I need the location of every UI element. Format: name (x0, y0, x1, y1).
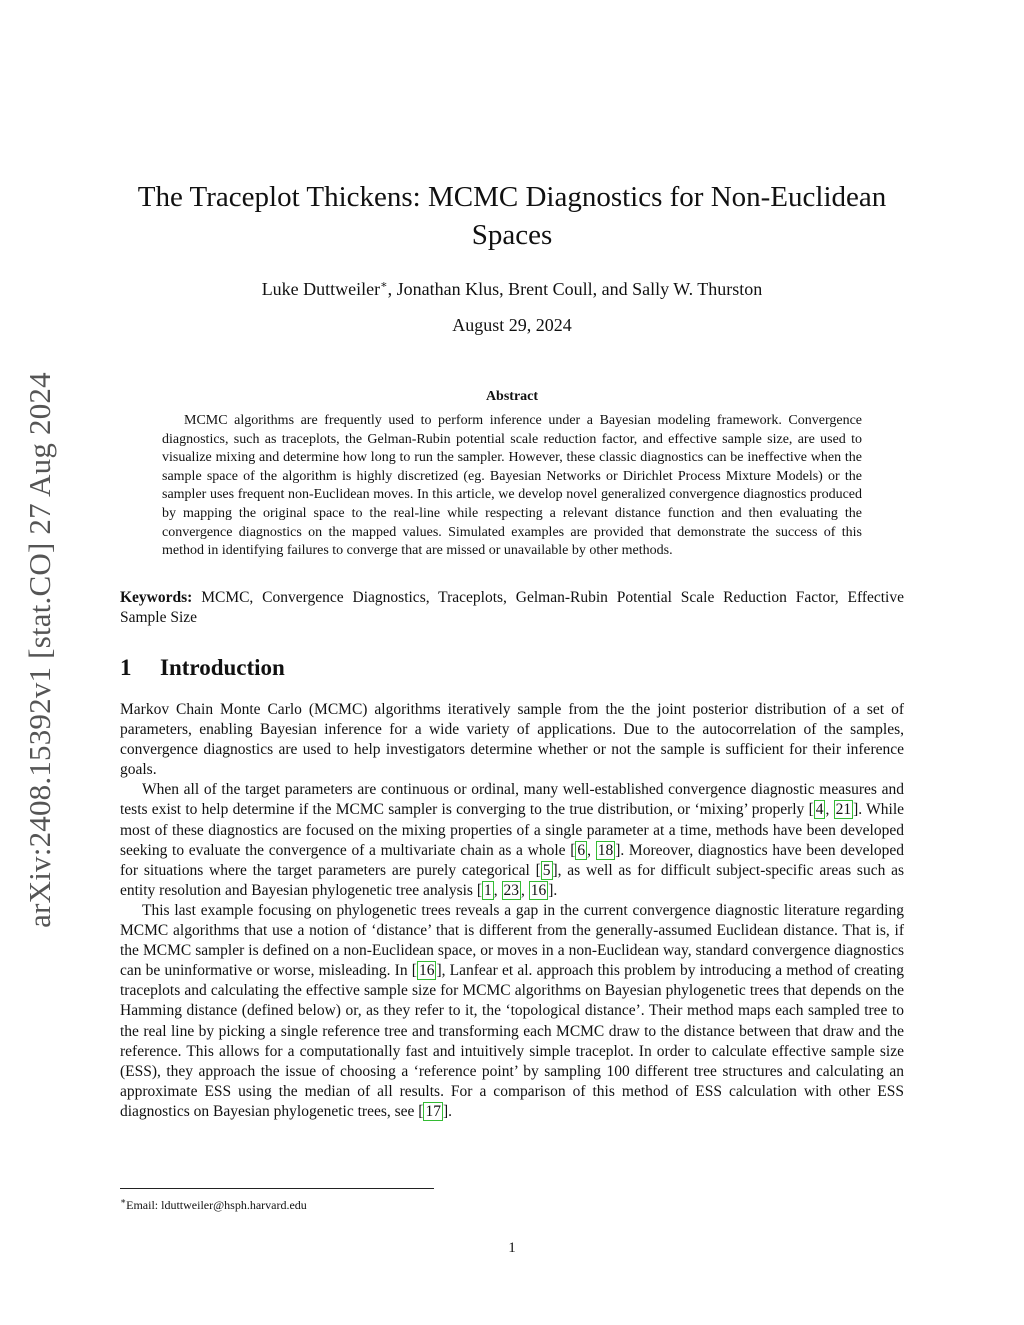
citation-link[interactable]: 5 (542, 861, 551, 879)
arxiv-identifier-stamp (0, 335, 80, 965)
citation-link[interactable]: 1 (484, 881, 492, 899)
section-number: 1 (120, 655, 132, 680)
citation-link[interactable]: 16 (418, 962, 435, 980)
text-run: , (587, 841, 596, 859)
publication-date: August 29, 2024 (452, 315, 572, 335)
text-run: When all of the target parameters are continuous or ordinal, many well-established convergence diagnostic measures and tests exist to help determine if the MCMC sampler is converging to the true distribution, or ‘mixing’ properly [ (120, 781, 904, 819)
paragraph-2 (120, 780, 904, 901)
keywords-label: Keywords: (120, 589, 193, 606)
paper-title: The Traceplot Thickens: MCMC Diagnostics for Non-Euclidean Spaces (137, 181, 887, 251)
first-author: Luke Duttweiler (261, 279, 381, 299)
abstract-text: MCMC algorithms are frequently used to perform inference under a Bayesian modeling framework. Convergence diagnostics, such as traceplots, the Gelman-Rubin potential scale reduction factor, and effective sample size, are used to visualize mixing and determine how long to run the sampler. However, these classic diagnostics can be ineffective when the sample space of the algorithm is highly discretized (eg. Bayesian Networks or Dirichlet Process Mixture Models) or the sampler uses frequent non-Euclidean moves. In this article, we develop novel generalized convergence diagnostics produced by mapping the original space to the real-line while respecting a relevant distance function and then evaluating the convergence diagnostics on the mapped values. Simulated examples are provided that demonstrate the success of this method in identifying failures to converge that are missed or unavailable by other methods. (162, 413, 862, 559)
keywords (120, 588, 904, 628)
abstract-heading: Abstract (485, 389, 539, 404)
text-run: , (825, 801, 834, 819)
introduction-body (120, 700, 904, 1122)
text-run: ]. (548, 881, 558, 899)
arxiv-identifier-text: arXiv:2408.15392v1 [stat.CO] 27 Aug 2024 (22, 372, 58, 928)
footnote-email: Email: lduttweiler@hsph.harvard.edu (126, 1198, 307, 1212)
page-number: 1 (508, 1240, 516, 1256)
citation-link[interactable]: 4 (815, 801, 824, 819)
citation-link[interactable]: 6 (577, 841, 586, 859)
section-heading-introduction (120, 655, 285, 681)
text-run: ], as well as for difficult subject-specific areas such as entity resolution and Bayesian phylogenetic tree analysis [ (120, 861, 904, 899)
citation-link[interactable]: 23 (503, 881, 519, 899)
paragraph-1: Markov Chain Monte Carlo (MCMC) algorithms iteratively sample from the the joint posterior distribution of a set of parameters, enabling Bayesian inference for a wide variety of applications. Due to the autocorrelation of the samples, convergence diagnostics are used to help investigators determine whether or not the sample is sufficient for their inference goals. (120, 701, 904, 779)
author-list (120, 272, 904, 302)
citation-link[interactable]: 16 (530, 881, 547, 899)
footnote-marker: ∗ (380, 279, 388, 291)
citation-link[interactable]: 21 (835, 801, 852, 819)
text-run: ]. (442, 1102, 453, 1120)
paragraph-3 (120, 901, 904, 1122)
other-authors: , Jonathan Klus, Brent Coull, and Sally W. Thurston (387, 279, 763, 299)
footnote (120, 1193, 307, 1213)
footnote-mark: ∗ (120, 1196, 127, 1206)
text-run: This last example focusing on phylogenetic trees reveals a gap in the current convergence diagnostic literature regarding MCMC algorithms that use a notion of ‘distance’ that is different from the generally-assumed Euclidean distance. That is, if the MCMC sampler is defined on a non-Euclidean space, or moves in a non-Euclidean way, standard convergence diagnostics can be uninformative or worse, misleading. In [ (120, 901, 904, 980)
keywords-text: MCMC, Convergence Diagnostics, Traceplots, Gelman-Rubin Potential Scale Reduction Factor, Effective Sample Size (120, 589, 904, 626)
text-run: , (521, 881, 529, 899)
citation-link[interactable]: 17 (425, 1102, 441, 1120)
text-run: ]. Moreover, diagnostics have been developed for situations where the target parameters are purely categorical [ (120, 841, 904, 879)
citation-link[interactable]: 18 (597, 841, 614, 859)
section-title: Introduction (160, 655, 285, 680)
text-run: ], Lanfear et al. approach this problem by introducing a method of creating traceplots and calculating the effective sample size for MCMC algorithms on Bayesian phylogenetic trees that depends on the Hamming distance (defined below) or, as they refer to it, the ‘topological distance’. Their method maps each sampled tree to the real line by picking a single reference tree and transforming each MCMC draw to the distance between that draw and the reference. This allows for a computationally fast and intuitively simple traceplot. In order to calculate effective sample size (ESS), they approach the issue of choosing a ‘reference point’ by sampling 100 different tree structures and calculating an approximate ESS using the median of all results. For a comparison of this method of ESS calculation with other ESS diagnostics on Bayesian phylogenetic trees, see [ (120, 962, 904, 1120)
footnote-divider (120, 1188, 434, 1189)
text-run: ]. While most of these diagnostics are focused on the mixing properties of a single parameter at a time, methods have been developed seeking to evaluate the convergence of a multivariate chain as a whole [ (120, 801, 905, 859)
text-run: , (493, 881, 502, 899)
